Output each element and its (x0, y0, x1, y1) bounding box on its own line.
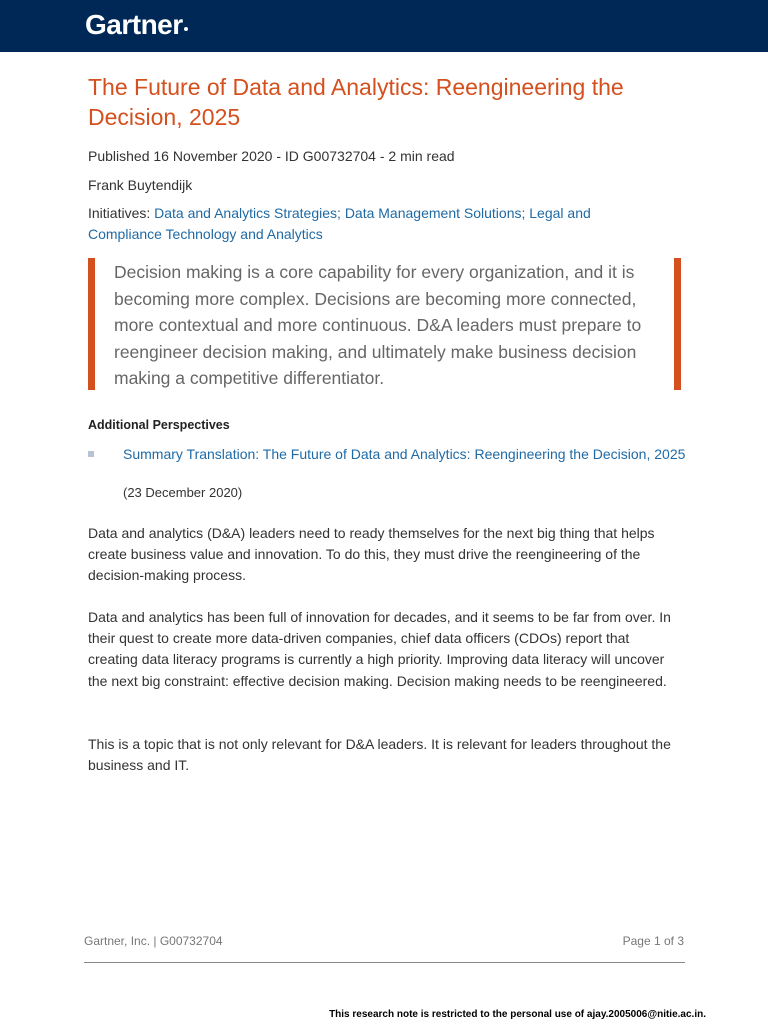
additional-perspectives-heading: Additional Perspectives (88, 418, 230, 432)
quote-accent-bar-left (88, 258, 95, 390)
initiative-link-data-analytics-strategies[interactable]: Data and Analytics Strategies; (154, 205, 341, 221)
gartner-logo[interactable] (85, 8, 188, 42)
body-paragraph: This is a topic that is not only relevant for D&A leaders. It is relevant for leaders throughout the business and IT. (88, 736, 671, 774)
quote-accent-bar-right (674, 258, 681, 390)
header-bar (0, 0, 768, 52)
logo-dot-icon (184, 27, 188, 31)
initiatives (88, 203, 648, 245)
initiative-link-legal-compliance[interactable]: Legal and Compliance Technology and Analytics (88, 205, 591, 242)
restriction-note: This research note is restricted to the personal use of ajay.2005006@nitie.ac.in. (329, 1009, 706, 1020)
body-paragraph: Data and analytics (D&A) leaders need to ready themselves for the next big thing that helps create business value and innovation. To do this, they must drive the reengineering of the decision-making process. (88, 525, 655, 584)
published-line: Published 16 November 2020 - ID G00732704 - 2 min read (88, 148, 455, 164)
perspective-link[interactable]: Summary Translation: The Future of Data and Analytics: Reengineering the Decision, 2025 (123, 446, 686, 462)
initiatives-label: Initiatives: (88, 205, 151, 221)
footer-divider (84, 962, 685, 963)
summary-quote: Decision making is a core capability for every organization, and it is becoming more complex. Decisions are becoming more connected, more contextual and more continuous. D&A leaders must prepare to reengineer decision making, and ultimately make business decision making a competitive differentiator. (114, 262, 642, 388)
initiative-link-data-management-solutions[interactable]: Data Management Solutions; (344, 205, 526, 221)
author-name: Frank Buytendijk (88, 177, 193, 193)
logo-text: Gartner (85, 9, 183, 40)
footer-page-number: Page 1 of 3 (622, 934, 684, 948)
footer-document-id: Gartner, Inc. | G00732704 (84, 934, 223, 948)
perspective-date: (23 December 2020) (123, 485, 243, 500)
bullet-square-icon (88, 451, 94, 457)
summary-quote-box (88, 258, 681, 390)
document-title: The Future of Data and Analytics: Reengineering the Decision, 2025 (88, 74, 624, 130)
body-paragraph: Data and analytics has been full of innovation for decades, and it seems to be far from over. In their quest to create more data-driven companies, chief data officers (CDOs) report that creating data literacy programs is currently a high priority. Improving data literacy will uncover the next big constraint: effective decision making. Decision making needs to be reengineered. (88, 609, 671, 689)
